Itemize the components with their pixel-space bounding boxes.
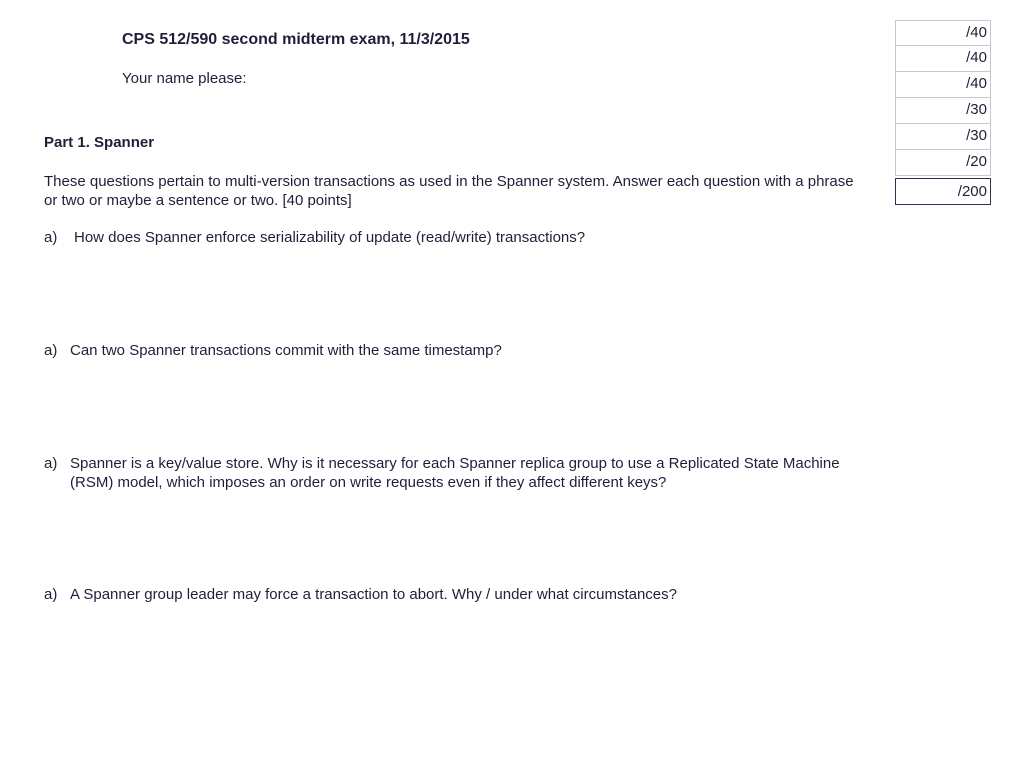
question-text: Spanner is a key/value store. Why is it necessary for each Spanner replica group to use a Replicated State Machine (RSM) model, which imposes an order on write requests even if they affect different keys? [70,455,840,491]
question-text: How does Spanner enforce serializability of update (read/write) transactions? [74,229,586,246]
name-prompt: Your name please: [122,70,247,87]
question-2 [44,341,502,360]
question-label: a) [44,455,58,472]
score-total: /200 [895,178,991,205]
score-cell: /20 [895,150,991,176]
question-4 [44,585,677,604]
score-cell: /40 [895,46,991,72]
exam-title: CPS 512/590 second midterm exam, 11/3/2015 [122,31,470,48]
question-text: A Spanner group leader may force a transaction to abort. Why / under what circumstances? [70,586,677,603]
score-cell: /30 [895,98,991,124]
score-table [895,20,991,205]
question-label: a) [44,586,58,603]
part-intro: These questions pertain to multi-version transactions as used in the Spanner system. Answer each question with a phrase or two or maybe a sentence or two. [40 points] [44,173,854,209]
score-cell: /40 [895,72,991,98]
question-label: a) [44,229,58,246]
score-cell: /40 [895,20,991,46]
question-1 [44,228,585,247]
part-heading: Part 1. Spanner [44,134,155,151]
question-label: a) [44,342,58,359]
question-text: Can two Spanner transactions commit with the same timestamp? [70,342,502,359]
score-cell: /30 [895,124,991,150]
question-3 [44,454,844,492]
